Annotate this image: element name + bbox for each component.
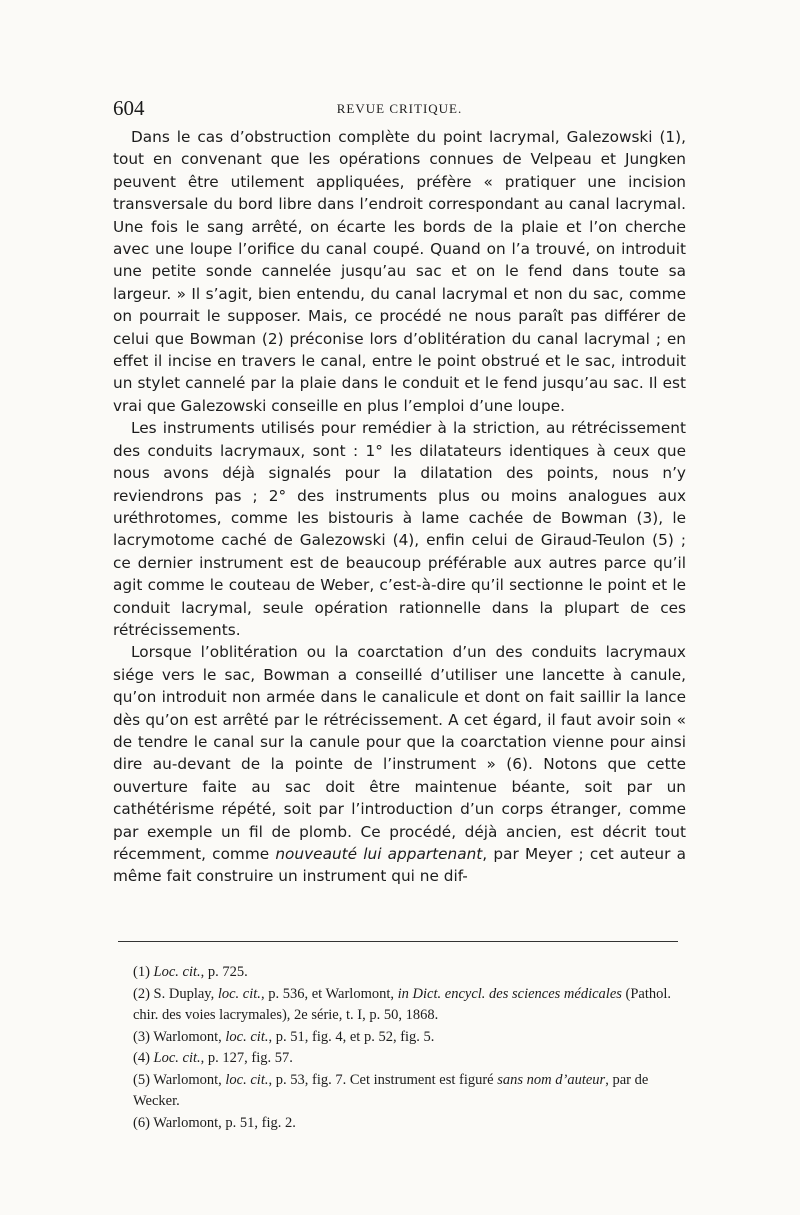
text-run: (1) [133, 964, 154, 980]
running-title: REVUE CRITIQUE. [336, 101, 463, 116]
italic-run: sans nom d’auteur [497, 1071, 606, 1088]
text-run: Dans le cas d’obstruction complète du point lacrymal, Galezowski (1), tout en convenant que les opérations connues de Velpeau et Jungken peuvent être utilement appliquées, préfère « pratiquer une incision transversale du bord libre dans l’endroit correspondant au canal lacrymal. Une fois le sang arrêté, on écarte les bords de la plaie et l’on cherche avec une loupe l’orifice du canal coupé. Quand on l’a trouvé, on introduit une petite sonde cannelée jusqu’au sac et on le fend dans toute sa largeur. » Il s’agit, bien entendu, du canal lacrymal et non du sac, comme on pourrait le supposer. Mais, ce procédé ne nous paraît pas différer de celui que Bowman (2) préconise lors d’oblitération du canal lacrymal ; en effet il incise en travers le canal, entre le point obstrué et le sac, introduit un stylet cannelé par la plaie dans le conduit et le fend jusqu’au sac. Il est vrai que Galezowski conseille en plus l’emploi d’une loupe. [113, 128, 686, 415]
footnotes [113, 962, 686, 1134]
text-run: (6) Warlomont, p. 51, fig. 2. [133, 1114, 296, 1131]
text-run: Les instruments utilisés pour remédier à la striction, au rétrécissement des conduits lacrymaux, sont : 1° les dilatateurs identiques à ceux que nous avons déjà signalés pour la dilatation des points, nous n’y reviendrons pas ; 2° des instruments plus ou moins analogues aux uréthrotomes, comme les bistouris à lame cachée de Bowman (3), le lacrymotome caché de Galezowski (4), enfin celui de Giraud-Teulon (5) ; ce dernier instrument est de beaucoup préférable aux autres parce qu’il agit comme le couteau de Weber, c’est-à-dire qu’il sectionne le point et le conduit lacrymal, seule opération rationnelle dans la plupart de ces rétrécissements. [113, 419, 686, 639]
text-run: , p. 51, fig. 4, et p. 52, fig. 5. [268, 1028, 435, 1045]
italic-run: nouveauté lui appartenant [275, 845, 483, 863]
italic-run: loc. cit. [217, 985, 261, 1002]
text-run: (3) Warlomont, [133, 1028, 226, 1045]
text-run: , par de Wecker. [133, 1071, 649, 1109]
footnote [113, 1027, 686, 1049]
italic-run: Loc. cit. [153, 1050, 201, 1066]
italic-run: in Dict. encycl. des sciences médicales [397, 985, 622, 1002]
text-run: , p. 536, et Warlomont, [260, 985, 398, 1002]
italic-run: loc. cit. [225, 1071, 269, 1088]
text-run: (4) [133, 1050, 154, 1066]
footnote-divider [118, 941, 678, 942]
footnote [113, 1070, 686, 1113]
paragraph [113, 417, 686, 641]
paragraph [113, 126, 686, 417]
main-text [113, 126, 686, 888]
paragraph [113, 641, 686, 887]
text-run: , p. 53, fig. 7. Cet instrument est figuré [268, 1071, 498, 1088]
footnote [113, 1113, 686, 1135]
text-run: , p. 127, fig. 57. [200, 1050, 293, 1066]
italic-run: Loc. cit. [153, 964, 201, 980]
text-run: (2) S. Duplay, [133, 985, 218, 1002]
text-run: (Pathol. chir. des voies lacrymales), 2e série, t. I, p. 50, 1868. [133, 985, 672, 1023]
text-run: (5) Warlomont, [133, 1071, 226, 1088]
page-header [113, 96, 686, 126]
italic-run: loc. cit. [225, 1028, 269, 1045]
text-run: Lorsque l’oblitération ou la coarctation d’un des conduits lacrymaux siége vers le sac, Bowman a conseillé d’utiliser une lancette à canule, qu’on introduit non armée dans le canalicule et dont on fait saillir la lance dès qu’on est arrêté par le rétrécissement. A cet égard, il faut avoir soin « de tendre le canal sur la canule pour que la coarctation vienne pour ainsi dire au-devant de la pointe de l’instrument » (6). Notons que cette ouverture faite au sac doit être maintenue béante, soit par un cathétérisme répété, soit par l’introduction d’un corps étranger, comme par exemple un fil de plomb. Ce procédé, déjà ancien, est décrit tout récemment, comme [113, 643, 686, 863]
text-run: , p. 725. [200, 964, 248, 980]
text-run: , par Meyer ; cet auteur a même fait construire un instrument qui ne dif- [113, 845, 686, 886]
footnote [113, 962, 686, 984]
page-number: 604 [113, 96, 145, 120]
footnote [113, 984, 686, 1027]
footnote [113, 1048, 686, 1070]
